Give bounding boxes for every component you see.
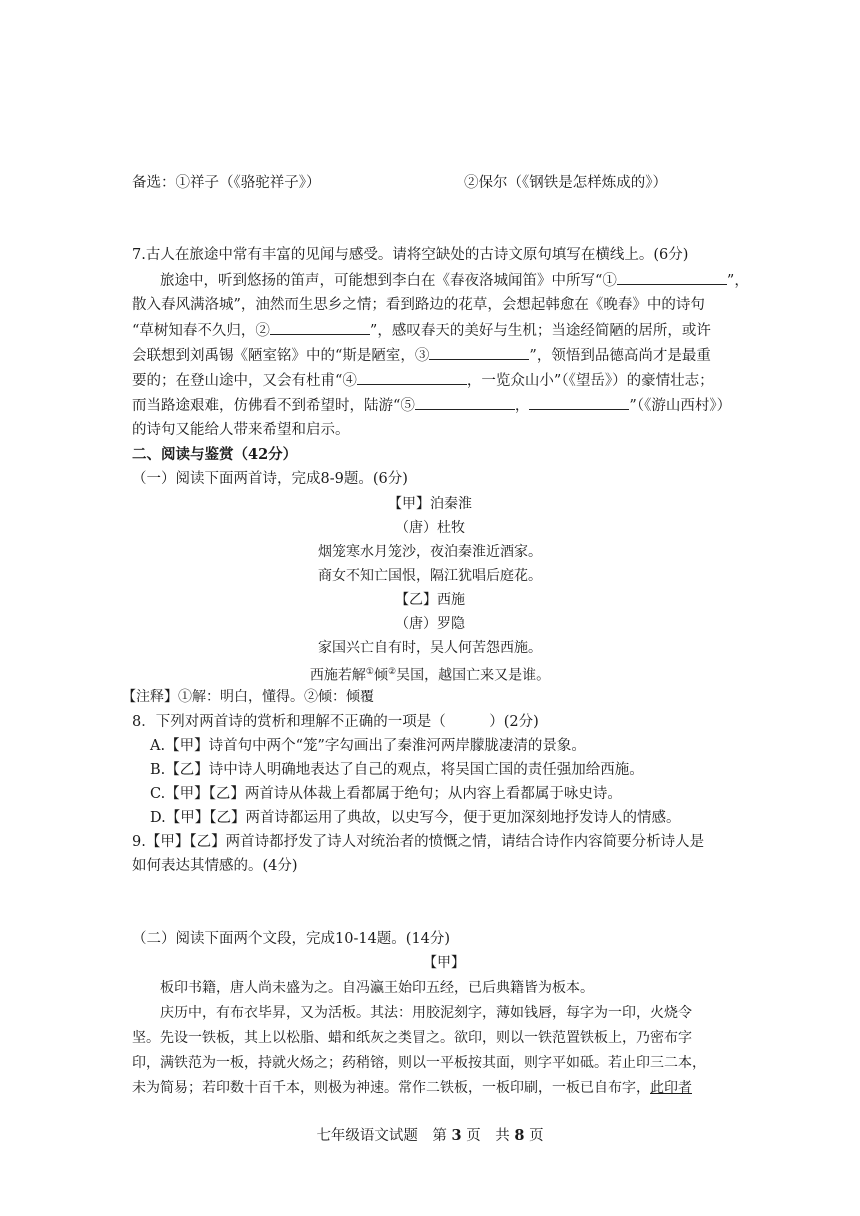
footnote-ref-1: ① <box>365 667 374 677</box>
page-number: 3 <box>451 1127 462 1144</box>
poem-2-title: 【乙】西施 <box>395 592 465 608</box>
section-2-title: 二、阅读与鉴赏（42分） <box>132 446 298 463</box>
q8-option-d[interactable]: D.【甲】【乙】两首诗都运用了典故，以史写今，便于更加深刻地抒发诗人的情感。 <box>150 810 681 826</box>
passage-para-5: 未为简易；若印数十百千本，则极为神速。常作二铁板，一板印刷，一板已自布字，此印者 <box>132 1080 692 1096</box>
poem-1-title: 【甲】泊秦淮 <box>388 496 472 512</box>
poem-2-author: （唐）罗隐 <box>395 616 465 632</box>
answer-blank-2[interactable] <box>270 320 370 335</box>
backup-option-1: 备选：①祥子（《骆驼祥子》） <box>132 175 321 191</box>
poem-2-line-1: 家国兴亡自有时，吴人何苦怨西施。 <box>318 640 542 656</box>
part-1-intro: （一）阅读下面两首诗，完成8-9题。(6分) <box>132 471 408 487</box>
underlined-phrase: 此印者 <box>650 1080 692 1096</box>
answer-blank-4[interactable] <box>357 370 467 385</box>
q7-line-1: 旅途中，听到悠扬的笛声，可能想到李白在《春夜洛城闻笛》中所写“① ”， <box>160 270 749 291</box>
q7-line-6: 而当路途艰难，仿佛看不到希望时，陆游“⑤ ， ”（《游山西村》） <box>132 395 731 416</box>
q8-option-c[interactable]: C.【甲】【乙】两首诗从体裁上看都属于绝句；从内容上看都属于咏史诗。 <box>150 786 622 802</box>
answer-blank-1[interactable] <box>617 270 727 285</box>
backup-option-2: ②保尔（《钢铁是怎样炼成的》） <box>464 175 667 191</box>
passage-para-2: 庆历中，有布衣毕昇，又为活板。其法：用胶泥刻字，薄如钱唇，每字为一印，火烧令 <box>160 1005 692 1021</box>
poem-1-author: （唐）杜牧 <box>395 520 465 536</box>
passage-para-1: 板印书籍，唐人尚未盛为之。自冯瀛王始印五经，已后典籍皆为板本。 <box>160 980 594 996</box>
backup-line-left <box>132 173 321 193</box>
annotation: 【注释】①解：明白，懂得。②倾：倾覆 <box>122 689 374 705</box>
q7-line-7: 的诗句又能给人带来希望和启示。 <box>132 422 350 438</box>
answer-blank-5a[interactable] <box>415 395 515 410</box>
part-2-intro: （二）阅读下面两个文段，完成10-14题。(14分) <box>132 931 451 947</box>
poem-2-line-2: 西施若解①倾②吴国，越国亡来又是谁。 <box>309 667 551 684</box>
q8-option-a[interactable]: A.【甲】诗首句中两个“笼”字勾画出了秦淮河两岸朦胧凄清的景象。 <box>150 738 586 754</box>
passage-para-3: 坚。先设一铁板，其上以松脂、蜡和纸灰之类冒之。欲印，则以一铁范置铁板上，乃密布字 <box>132 1030 692 1046</box>
total-pages: 8 <box>514 1127 525 1144</box>
poem-1-line-1: 烟笼寒水月笼沙，夜泊秦淮近酒家。 <box>318 544 542 560</box>
passage-jia-label: 【甲】 <box>423 955 465 971</box>
page-footer: 七年级语文试题 第 3 页 共 8 页 <box>316 1127 544 1144</box>
q9-line-1: 9.【甲】【乙】两首诗都抒发了诗人对统治者的愤慨之情，请结合诗作内容简要分析诗人是 <box>132 834 705 850</box>
answer-blank-5b[interactable] <box>529 395 629 410</box>
q7-line-3: “草树知春不久归，② ”，感叹春天的美好与生机；当途经简陋的居所，或许 <box>132 320 711 341</box>
q7-line-5: 要的；在登山途中，又会有杜甫“④ ，一览众山小”（《望岳》）的豪情壮志； <box>132 370 714 391</box>
q8-option-b[interactable]: B.【乙】诗中诗人明确地表达了自己的观点，将吴国亡国的责任强加给西施。 <box>150 762 644 778</box>
backup-line-right <box>464 173 667 193</box>
q8-prompt: 8．下列对两首诗的赏析和理解不正确的一项是（ ）(2分) <box>132 714 539 730</box>
q7-prompt: 7.古人在旅途中常有丰富的见闻与感受。请将空缺处的古诗文原句填写在横线上。(6分) <box>132 247 689 263</box>
q7-line-4: 会联想到刘禹锡《陋室铭》中的“斯是陋室，③ ”，领悟到品德高尚才是最重 <box>132 345 711 366</box>
answer-blank-3[interactable] <box>429 345 529 360</box>
q9-line-2: 如何表达其情感的。(4分) <box>132 858 298 874</box>
poem-1-line-2: 商女不知亡国恨，隔江犹唱后庭花。 <box>318 568 542 584</box>
passage-para-4: 印，满铁范为一板，持就火炀之；药稍镕，则以一平板按其面，则字平如砥。若止印三二本， <box>132 1055 706 1071</box>
footnote-ref-2: ② <box>388 667 397 677</box>
q7-line-2: 散入春风满洛城”，油然而生思乡之情；看到路边的花草，会想起韩愈在《晚春》中的诗句 <box>132 297 705 313</box>
